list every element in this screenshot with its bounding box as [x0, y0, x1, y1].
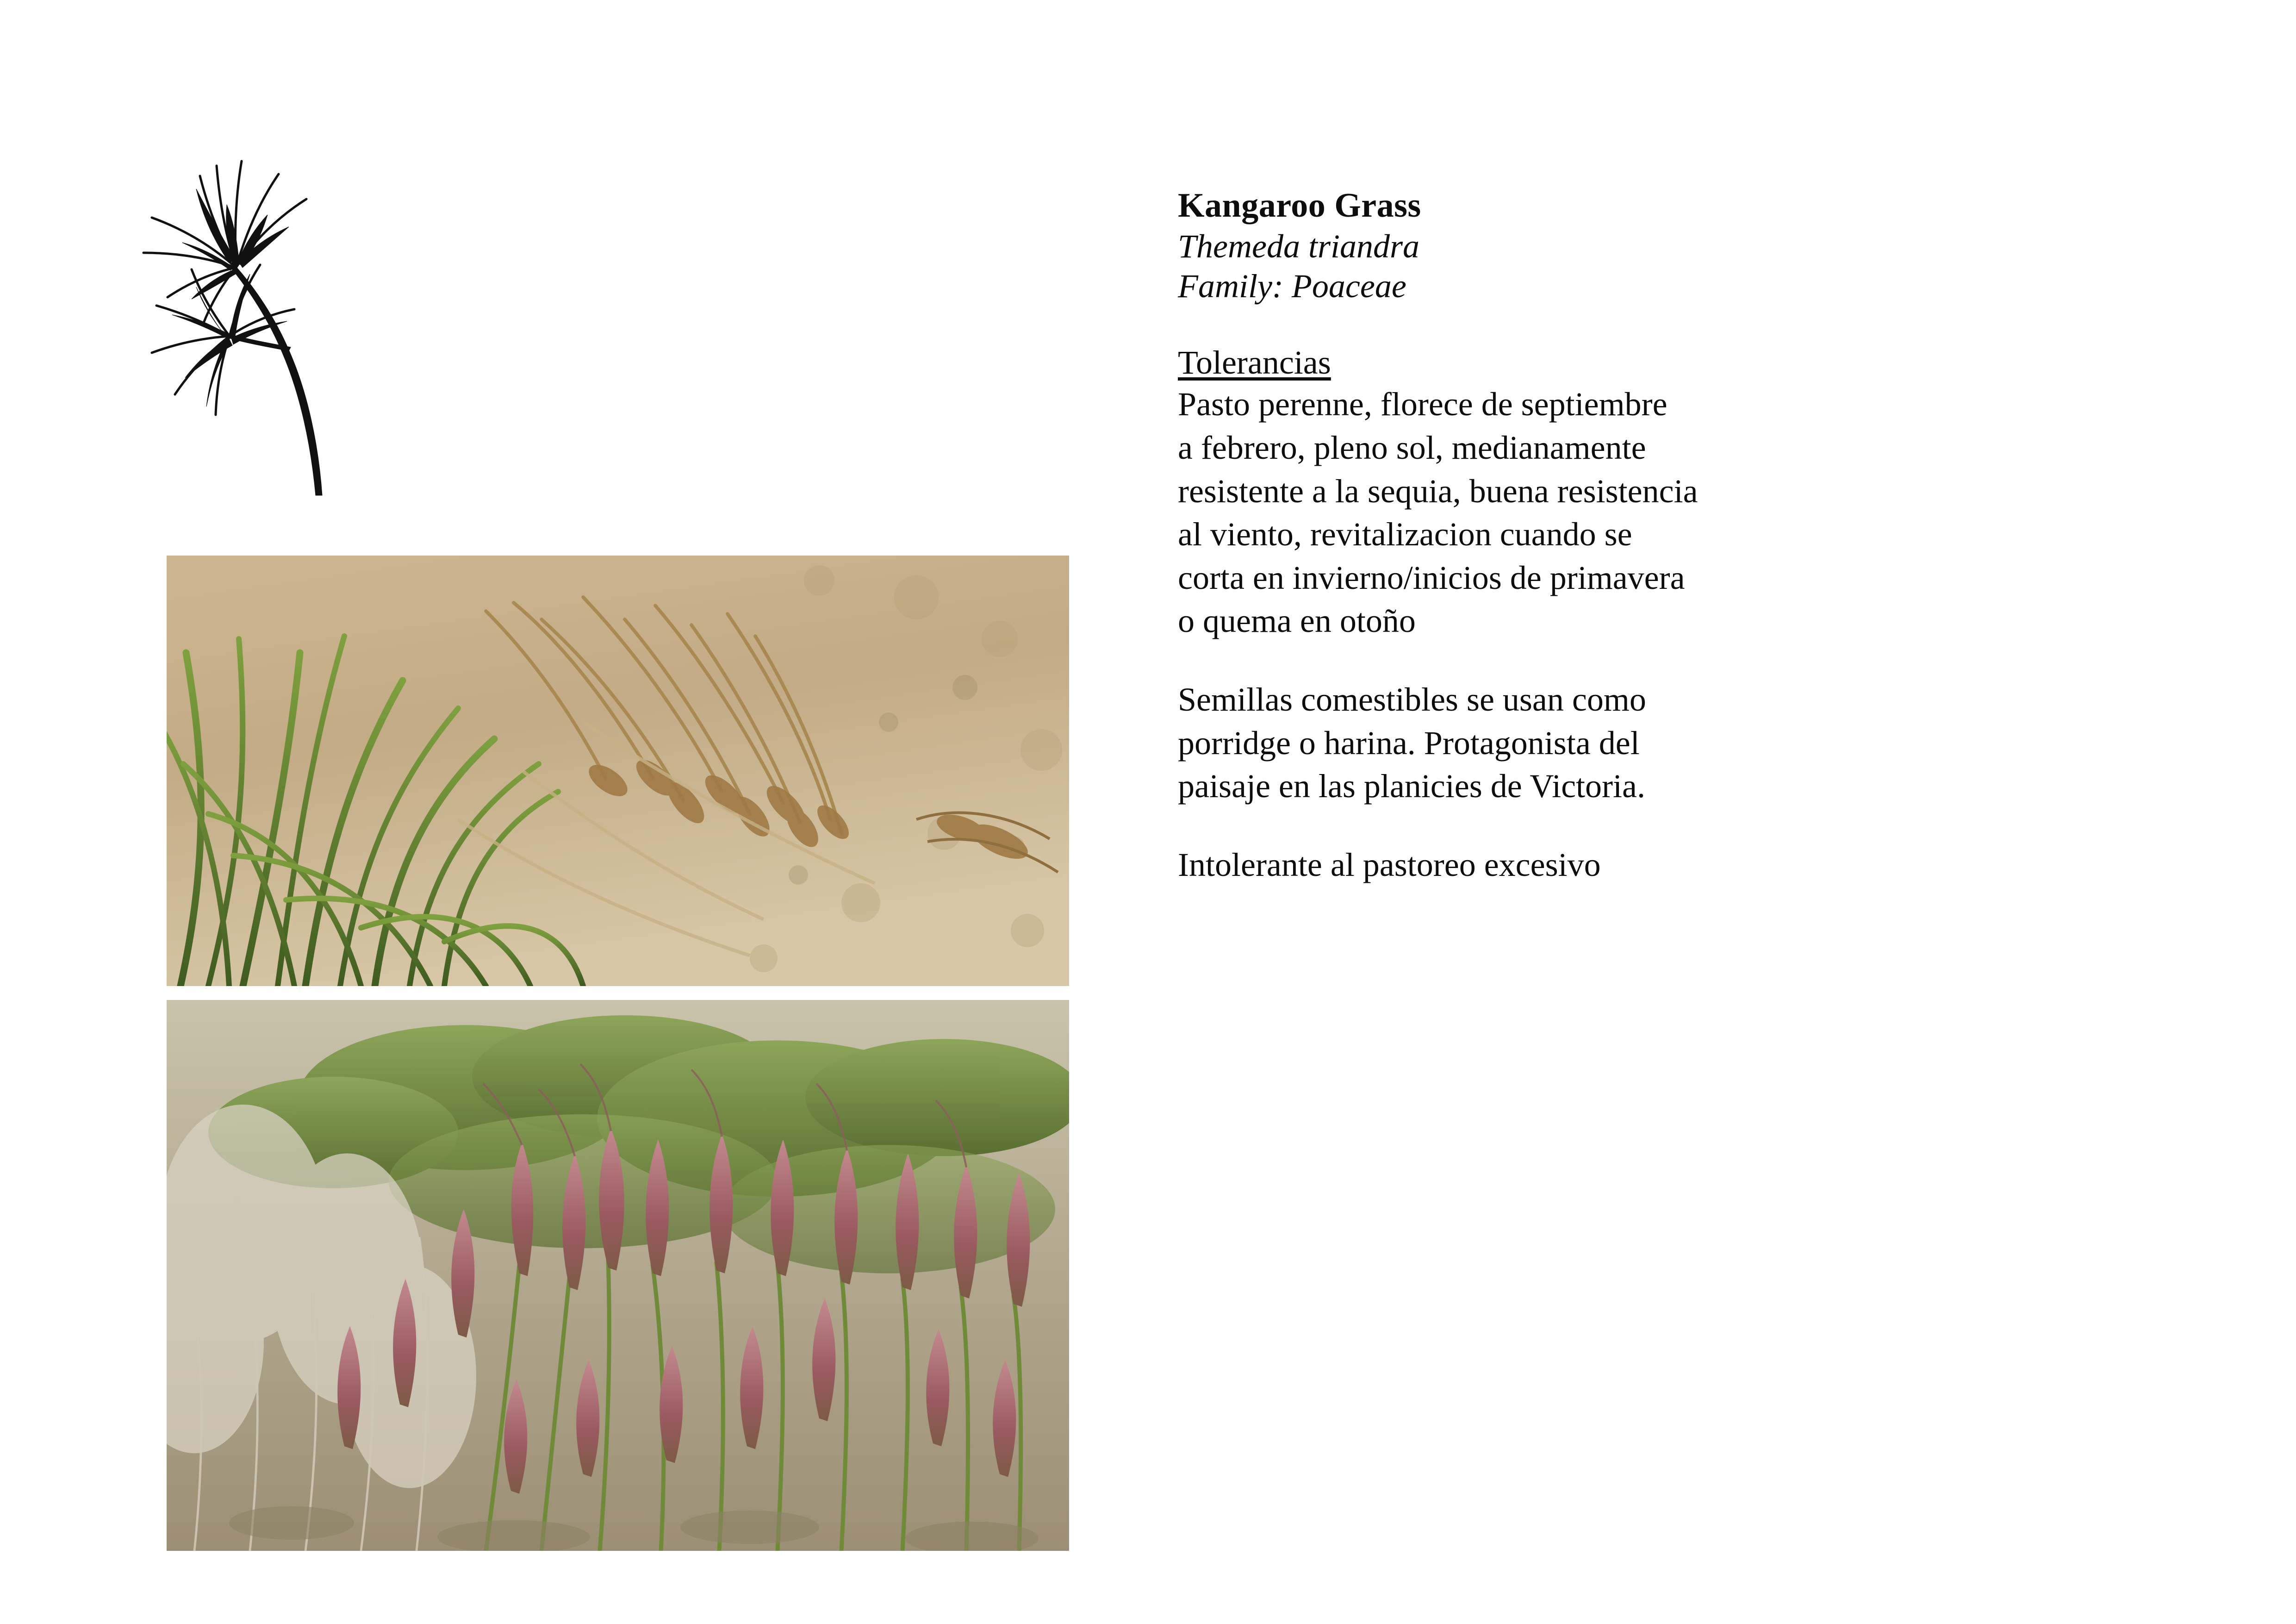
tolerances-line: resistente a la sequia, buena resistencia: [1178, 472, 1698, 510]
tolerances-line: o quema en otoño: [1178, 602, 1416, 640]
intolerance-paragraph: [1178, 843, 2187, 887]
kangaroo-grass-seedheads-photo: [167, 556, 1069, 986]
uses-paragraph: [1178, 678, 2187, 808]
plant-info-panel: [1178, 185, 2187, 887]
uses-line: Semillas comestibles se usan como: [1178, 681, 1646, 718]
tolerances-line: al viento, revitalizacion cuando se: [1178, 516, 1632, 553]
tolerances-line: a febrero, pleno sol, medianamente: [1178, 429, 1646, 466]
plant-common-name: Kangaroo Grass: [1178, 187, 1421, 225]
uses-line: paisaje en las planicies de Victoria.: [1178, 768, 1645, 805]
plant-family: Family: Poaceae: [1178, 268, 1406, 305]
kangaroo-grass-flowering-field-photo: [167, 1000, 1069, 1551]
tolerances-line: Pasto perenne, florece de septiembre: [1178, 386, 1668, 423]
kangaroo-grass-silhouette: [97, 42, 541, 505]
uses-line: porridge o harina. Protagonista del: [1178, 724, 1640, 762]
tolerances-line: corta en invierno/inicios de primavera: [1178, 559, 1685, 596]
tolerances-heading: Tolerancias: [1178, 344, 1331, 381]
intolerance-line: Intolerante al pastoreo excesivo: [1178, 846, 1601, 883]
tolerances-paragraph: [1178, 383, 2187, 643]
left-column: [83, 42, 990, 505]
plant-scientific-name: Themeda triandra: [1178, 227, 1419, 265]
